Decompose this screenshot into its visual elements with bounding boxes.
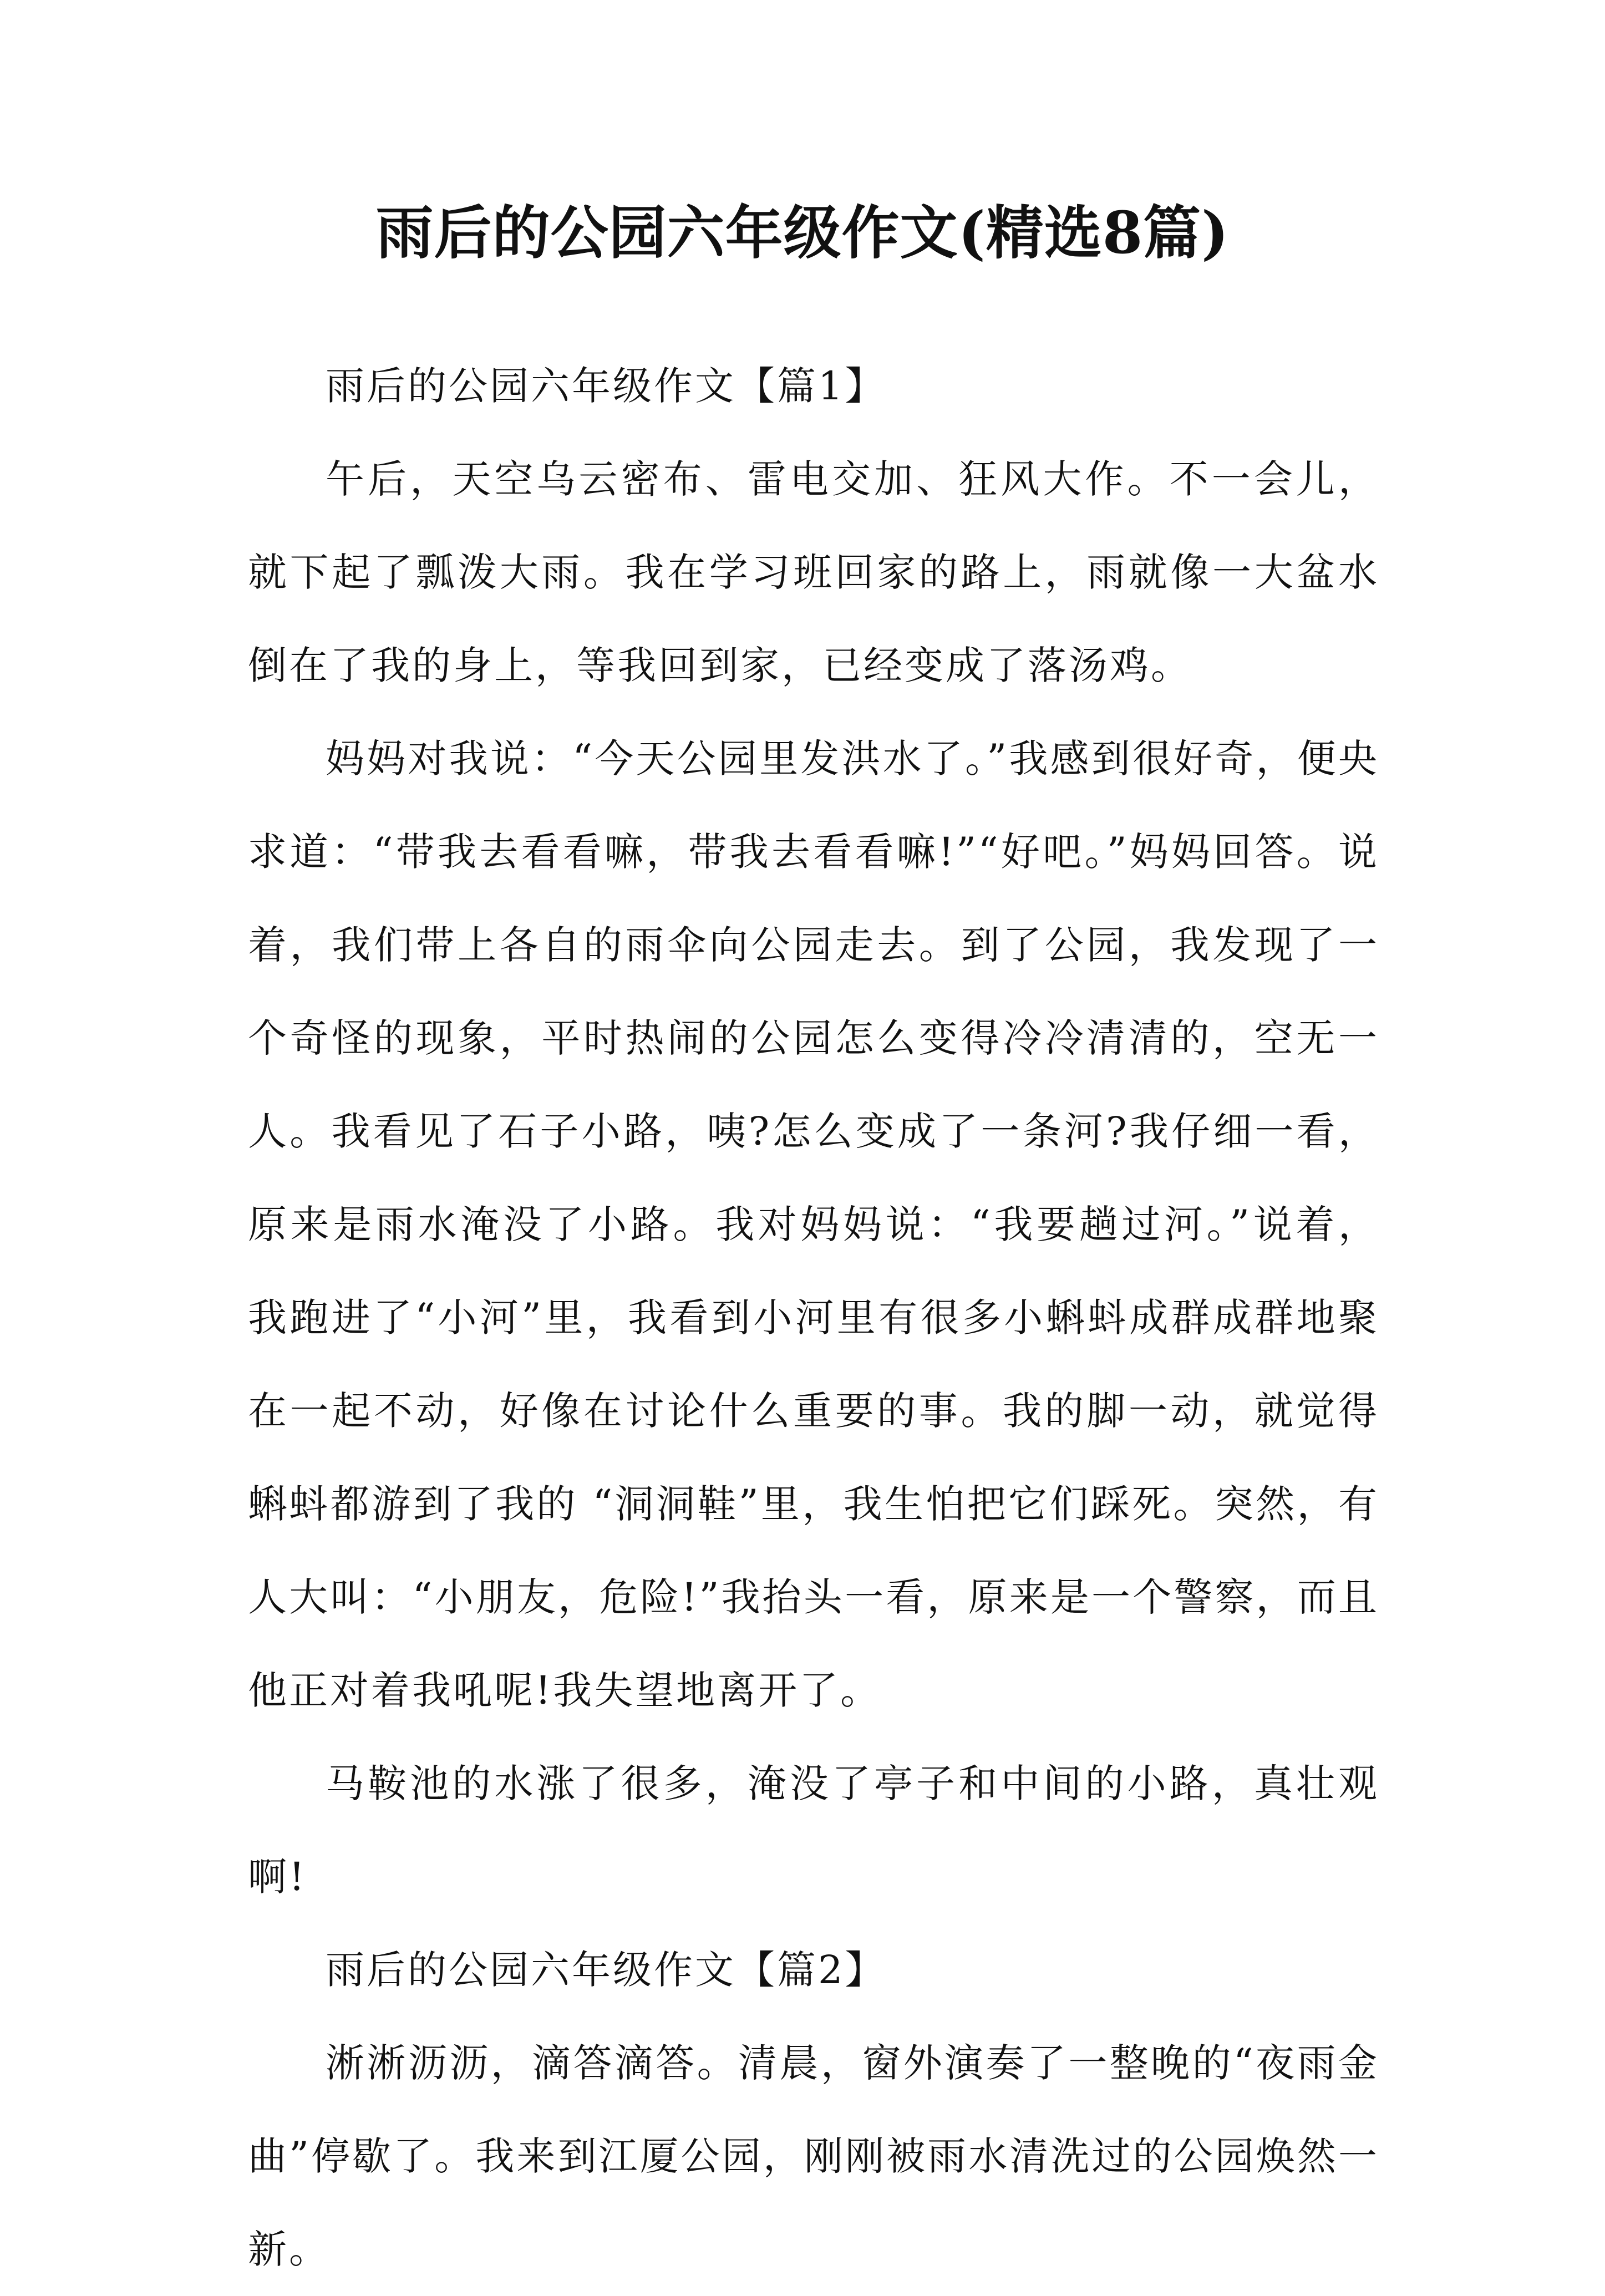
document-title: 雨后的公园六年级作文(精选8篇) xyxy=(375,199,1230,267)
paragraph: 马鞍池的水涨了很多，淹没了亭子和中间的小路，真壮观啊! xyxy=(248,1761,1379,1899)
paragraph: 妈妈对我说：“今天公园里发洪水了。”我感到很好奇，便央求道：“带我去看看嘛，带我去看看嘛!”“好吧。”妈妈回答。说着，我们带上各自的雨伞向公园走去。到了公园，我发现了一个奇怪的现象，平时热闹的公园怎么变得冷冷清清的，空无一人。我看见了石子小路，咦?怎么变成了一条河?我仔细一看，原来是雨水淹没了小路。我对妈妈说：“我要趟过河。”说着，我跑进了“小河”里，我看到小河里有很多小蝌蚪成群成群地聚在一起不动，好像在讨论什么重要的事。我的脚一动，就觉得蝌蚪都游到了我的 “洞洞鞋”里，我生怕把它们踩死。突然，有人大叫：“小朋友，危险!”我抬头一看，原来是一个警察，而且他正对着我吼呢!我失望地离开了。 xyxy=(248,736,1379,1713)
section-heading-2: 雨后的公园六年级作文【篇2】 xyxy=(326,1947,886,1993)
document-body xyxy=(248,339,1379,2296)
section-heading-1: 雨后的公园六年级作文【篇1】 xyxy=(326,363,886,409)
paragraph: 淅淅沥沥，滴答滴答。清晨，窗外演奏了一整晚的“夜雨金曲”停歇了。我来到江厦公园，刚刚被雨水清洗过的公园焕然一新。 xyxy=(248,2040,1379,2272)
paragraph: 午后，天空乌云密布、雷电交加、狂风大作。不一会儿，就下起了瓢泼大雨。我在学习班回家的路上，雨就像一大盆水倒在了我的身上，等我回到家，已经变成了落汤鸡。 xyxy=(248,456,1379,688)
